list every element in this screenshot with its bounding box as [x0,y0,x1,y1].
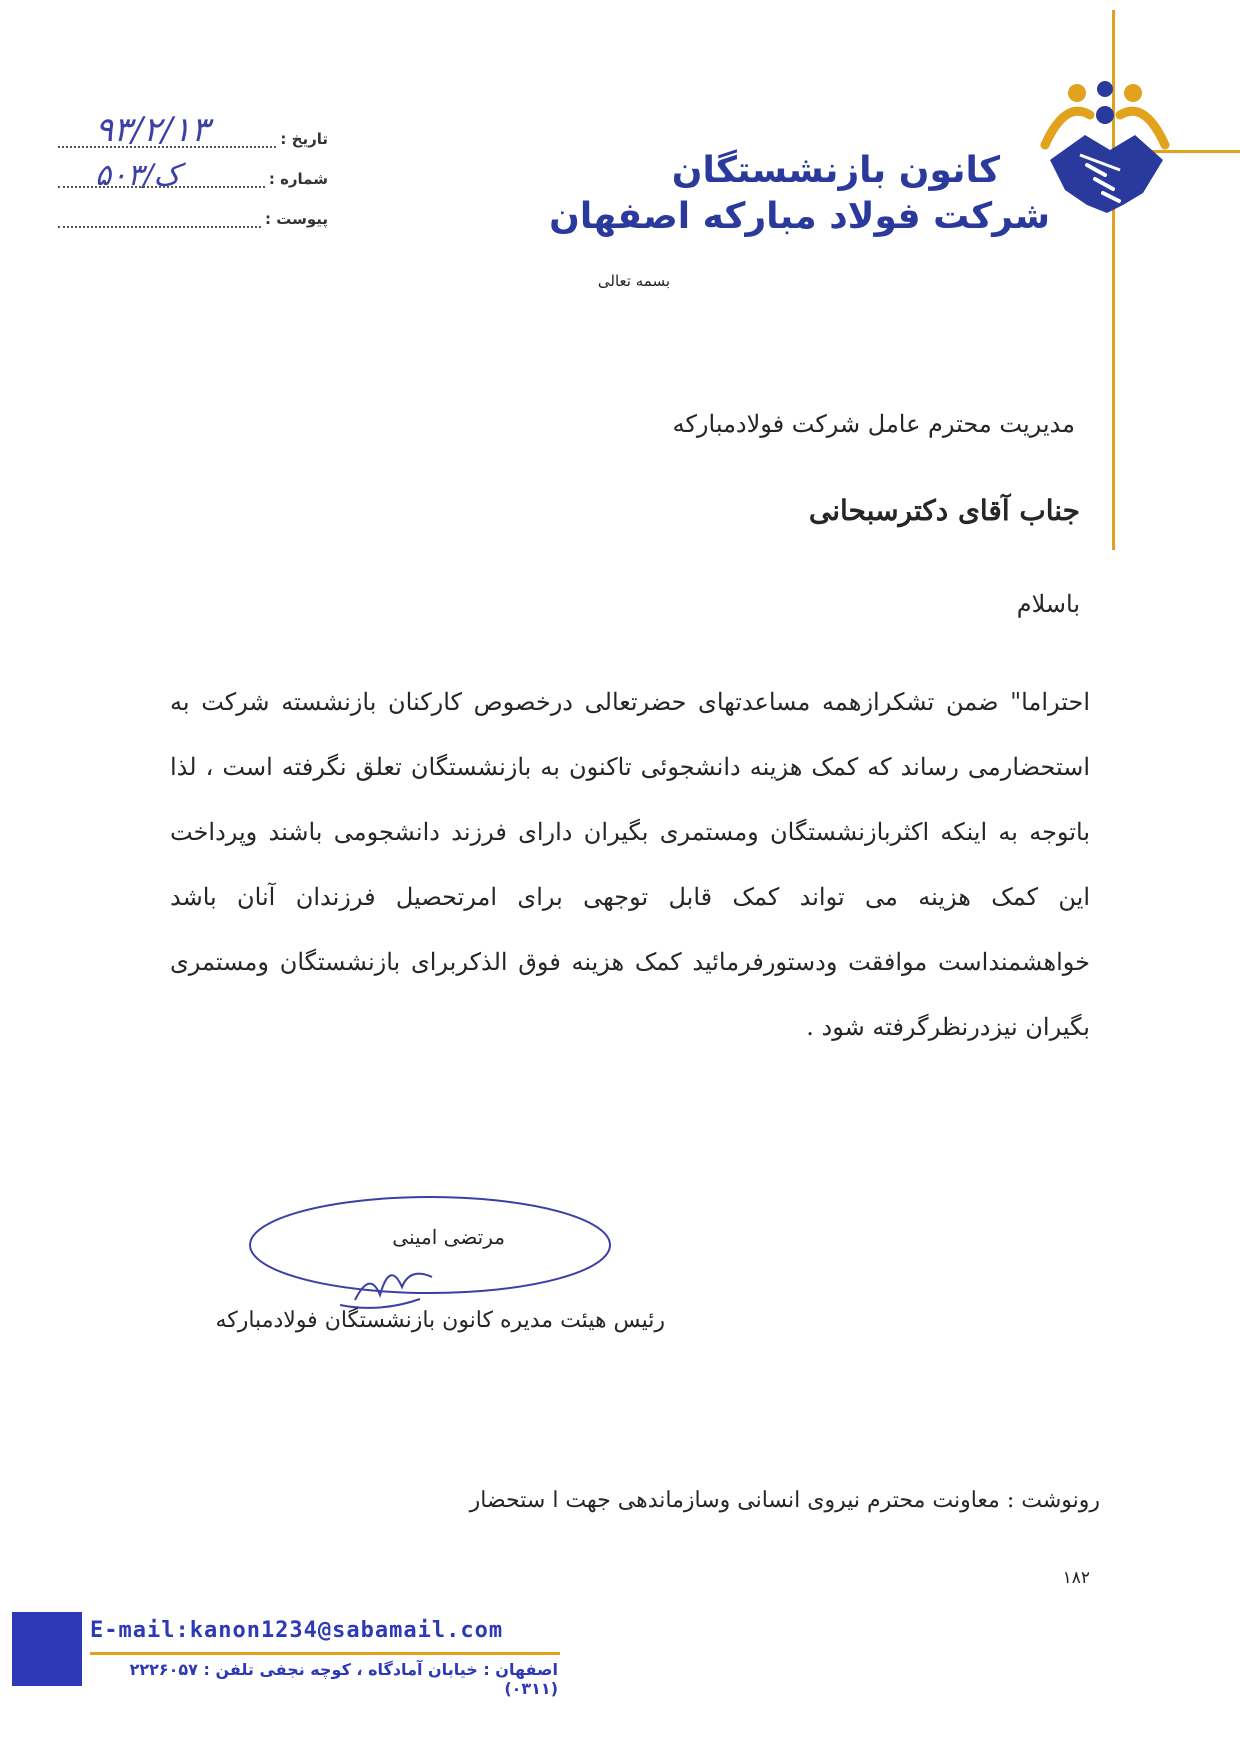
attachment-row [58,202,328,228]
attachment-label: پیوست : [264,210,328,228]
org-name-line2: شرکت فولاد مبارکه اصفهان [549,196,1050,237]
carbon-copy: رونوشت : معاونت محترم نیروی انسانی وسازماندهی جهت ا ستحضار [469,1488,1100,1513]
signer-name: مرتضی امینی [392,1225,505,1249]
addressee: مدیریت محترم عامل شرکت فولادمبارکه [672,410,1075,438]
page-number: ۱۸۲ [1062,1568,1090,1588]
org-name-line1: کانون بازنشستگان [671,150,1000,191]
handwritten-date: ۹۳/۲/۱۳ [95,110,210,150]
recipient-title: جناب آقای دکترسبحانی [808,494,1080,527]
footer-email: E-mail:kanon1234@sabamail.com [90,1618,504,1643]
attachment-dotted-line [58,212,261,228]
basmala: بسمه تعالی [597,272,670,290]
signer-title: رئیس هیئت مدیره کانون بازنشستگان فولادمبارکه [215,1308,665,1333]
date-label: تاریخ : [280,130,328,148]
handwritten-number: ک/۵۰۳ [95,158,181,193]
footer-gold-rule [90,1652,560,1655]
footer-address: اصفهان : خیابان آمادگاه ، کوچه نجفی تلفن : ۲۲۲۶۰۵۷ (۰۳۱۱) [129,1660,558,1698]
signature-oval [245,1190,615,1320]
greeting: باسلام [1016,590,1080,618]
footer-brand-square [12,1612,82,1686]
number-label: شماره : [268,170,328,188]
letter-body: احتراما" ضمن تشکرازهمه مساعدتهای حضرتعالی درخصوص کارکنان بازنشسته شرکت به استحضارمی رساند که کمک هزینه دانشجوئی تاکنون به بازنشستگان تعلق نگرفته است ، لذا باتوجه به اینکه اکثربازنشستگان ومستمری بگیران دارای فرزند دانشجومی باشند وپرداخت این کمک هزینه می تواند کمک قابل توجهی برای امرتحصیل فرزندان آنان باشد خواهشمنداست موافقت ودستورفرمائید کمک هزینه فوق الذکربرای بازنشستگان ومستمری بگیران نیزدرنظرگرفته شود . [170,688,1090,1041]
